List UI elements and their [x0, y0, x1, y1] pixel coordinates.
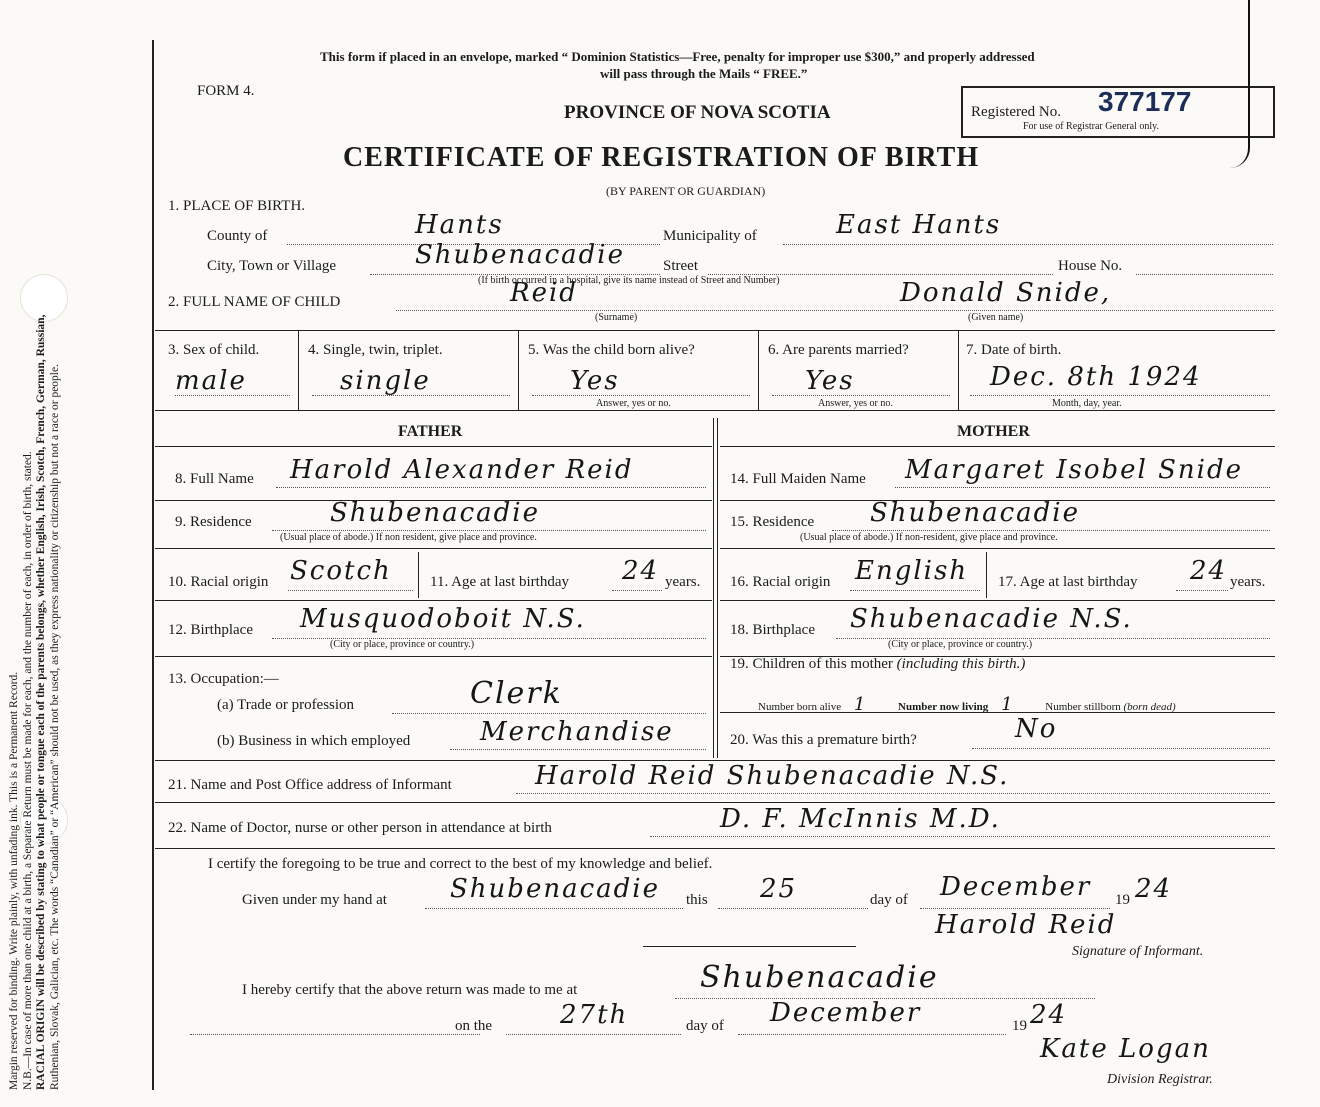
mother-birthplace-label: 18. Birthplace [730, 622, 815, 638]
registrar-pen-mark [1226, 0, 1250, 168]
mother-racial-label: 16. Racial origin [730, 574, 831, 590]
father-age-label: 11. Age at last birthday [430, 574, 569, 590]
informant-label: 21. Name and Post Office address of Informant [168, 777, 452, 793]
given-day-line [718, 908, 868, 909]
mother-name-label: 14. Full Maiden Name [730, 471, 866, 487]
certify-text: I certify the foregoing to be true and correct to the best of my knowledge and belief. [208, 856, 713, 872]
child-name-line [396, 310, 1273, 311]
rule [155, 600, 712, 601]
sex-value: male [175, 366, 247, 396]
return-place-value: Shubenacadie [700, 960, 939, 995]
now-living-value: 1 [1001, 694, 1015, 715]
rule [758, 330, 759, 410]
return-day-line [506, 1034, 681, 1035]
county-value: Hants [415, 210, 504, 240]
mother-residence-line [832, 530, 1270, 531]
married-caption: Answer, yes or no. [818, 398, 893, 409]
return-month-line [738, 1034, 1006, 1035]
registered-number: 377177 [1098, 86, 1192, 117]
rule [518, 330, 519, 410]
rule [155, 446, 712, 447]
rule [720, 600, 1275, 601]
alive-label: 5. Was the child born alive? [528, 342, 695, 358]
return-lead-line [190, 1034, 480, 1035]
mother-residence-value: Shubenacadie [870, 498, 1080, 528]
trade-label: (a) Trade or profession [217, 697, 355, 713]
rule [298, 330, 299, 410]
registered-label: Registered No. [971, 104, 1061, 120]
rule [418, 552, 419, 598]
margin-note-3: RACIAL ORIGIN will be described by stating to what people or tongue each of the parents belongs, whether English, Irish, Scotch, French, German, Russian, [35, 314, 47, 1090]
given-place-value: Shubenacadie [450, 874, 660, 904]
rule [958, 330, 959, 410]
hospital-note: (If birth occurred in a hospital, give its name instead of Street and Number) [478, 275, 780, 286]
stillborn-label: Number stillborn [1045, 701, 1121, 713]
premature-label: 20. Was this a premature birth? [730, 732, 917, 748]
city-value: Shubenacadie [415, 240, 625, 270]
born-alive-value: 1 [853, 694, 868, 715]
father-city-caption: (City or place, province or country.) [330, 639, 475, 650]
mother-name-line [895, 487, 1270, 488]
rule [643, 946, 856, 947]
business-line [450, 749, 706, 750]
father-years: years. [665, 574, 701, 590]
form-number: FORM 4. [197, 83, 255, 99]
father-name-label: 8. Full Name [175, 471, 254, 487]
mother-years: years. [1230, 574, 1266, 590]
married-label: 6. Are parents married? [768, 342, 909, 358]
given-caption: (Given name) [968, 312, 1024, 323]
father-residence-line [272, 530, 706, 531]
house-label: House No. [1058, 258, 1123, 274]
plurality-label: 4. Single, twin, triplet. [308, 342, 443, 358]
mother-age-label: 17. Age at last birthday [998, 574, 1138, 590]
rule [155, 410, 1275, 411]
registrar-note: For use of Registrar General only. [1023, 121, 1159, 132]
municipality-line [783, 244, 1273, 245]
rule [713, 418, 714, 758]
on-the-label: on the [455, 1018, 493, 1034]
rule [155, 656, 712, 657]
given-year-value: 24 [1135, 874, 1173, 904]
children-label-text: 19. Children of this mother [730, 656, 893, 672]
given-year-prefix: 19 [1115, 892, 1130, 908]
informant-sig-caption: Signature of Informant. [1072, 944, 1204, 959]
return-year-prefix: 19 [1012, 1018, 1027, 1034]
trade-line [392, 713, 706, 714]
informant-signature: Harold Reid [935, 910, 1117, 940]
business-value: Merchandise [480, 717, 674, 747]
trade-value: Clerk [470, 676, 563, 711]
rule [155, 848, 1275, 849]
stillborn-note: (born dead) [1123, 701, 1176, 713]
mother-residence-label: 15. Residence [730, 514, 815, 530]
born-alive-label: Number born alive [758, 701, 842, 713]
municipality-label: Municipality of [663, 228, 757, 244]
street-label: Street [663, 258, 698, 274]
father-racial-value: Scotch [290, 556, 392, 586]
place-of-birth-label: 1. PLACE OF BIRTH. [168, 198, 306, 214]
father-age-value: 24 [622, 556, 660, 586]
registrar-signature: Kate Logan [1040, 1034, 1211, 1064]
dob-line [970, 395, 1270, 396]
given-day-of-label: day of [870, 892, 908, 908]
margin-note-2: N.B.—In case of more than one child at a birth, a Separate Return must be made for each, and the number of each, in order of birth, stated. [21, 451, 34, 1090]
rule [986, 552, 987, 598]
alive-value: Yes [570, 366, 620, 396]
premature-line [972, 748, 1270, 749]
rule [720, 548, 1275, 549]
city-label: City, Town or Village [207, 258, 337, 274]
mother-name-value: Margaret Isobel Snide [905, 455, 1244, 485]
return-month-value: December [770, 998, 922, 1028]
father-residence-value: Shubenacadie [330, 498, 540, 528]
dob-value: Dec. 8th 1924 [990, 362, 1202, 392]
surname-caption: (Surname) [595, 312, 638, 323]
plurality-value: single [340, 366, 431, 396]
rule [720, 712, 1275, 713]
father-racial-line [288, 590, 413, 591]
informant-line [516, 793, 1270, 794]
margin-note-1: Margin reserved for binding. Write plainly, with unfading ink. This is a Permanent Record. [8, 671, 20, 1090]
return-year-value: 24 [1030, 1000, 1068, 1030]
margin-rule [152, 40, 154, 1090]
margin-notes [8, 60, 158, 1090]
mother-age-value: 24 [1190, 556, 1228, 586]
father-abode-caption: (Usual place of abode.) If non resident, give place and province. [280, 532, 537, 543]
rule [720, 446, 1275, 447]
doctor-value: D. F. McInnis M.D. [720, 804, 1001, 834]
father-name-value: Harold Alexander Reid [290, 455, 634, 485]
mother-racial-value: English [855, 556, 969, 586]
given-day-value: 25 [760, 874, 798, 904]
child-given-name: Donald Snide, [900, 278, 1112, 308]
doctor-label: 22. Name of Doctor, nurse or other person in attendance at birth [168, 820, 552, 836]
return-day-of-label: day of [686, 1018, 724, 1034]
return-text: I hereby certify that the above return was made to me at [242, 982, 578, 998]
postal-notice-2: will pass through the Mails “ FREE.” [600, 66, 808, 81]
mother-birthplace-value: Shubenacadie N.S. [850, 604, 1133, 634]
margin-note-4: Ruthenian, Slovak, Galician, etc. The words “Canadian” or “American” should not be used, as they express nationality or citizenship but not a race or people. [48, 364, 61, 1090]
sex-label: 3. Sex of child. [168, 342, 260, 358]
mother-city-caption: (City or place, province or country.) [888, 639, 1033, 650]
page-title: CERTIFICATE OF REGISTRATION OF BIRTH [343, 142, 980, 173]
dob-caption: Month, day, year. [1052, 398, 1122, 409]
mother-age-line [1176, 590, 1228, 591]
province-title: PROVINCE OF NOVA SCOTIA [564, 102, 831, 123]
rule [155, 330, 1275, 331]
children-label [730, 656, 1025, 673]
house-line [1136, 274, 1273, 275]
now-living-label: Number now living [898, 701, 989, 713]
return-day-value: 27th [560, 1000, 629, 1030]
given-place-line [425, 908, 683, 909]
father-age-line [612, 590, 662, 591]
postal-notice-1: This form if placed in an envelope, marked “ Dominion Statistics—Free, penalty for improper use $300,” and properly addressed [320, 49, 1035, 64]
father-name-line [276, 487, 706, 488]
child-surname: Reid [510, 278, 578, 308]
rule [155, 548, 712, 549]
municipality-value: East Hants [836, 210, 1002, 240]
father-birthplace-value: Musquodoboit N.S. [300, 604, 586, 634]
mother-racial-line [850, 590, 980, 591]
page-subtitle: (BY PARENT OR GUARDIAN) [606, 184, 766, 198]
county-label: County of [207, 228, 268, 244]
father-birthplace-label: 12. Birthplace [168, 622, 253, 638]
rule [155, 802, 1275, 803]
father-racial-label: 10. Racial origin [168, 574, 269, 590]
mother-heading: MOTHER [957, 423, 1030, 440]
premature-value: No [1015, 714, 1058, 744]
alive-caption: Answer, yes or no. [596, 398, 671, 409]
occupation-label: 13. Occupation:— [168, 671, 279, 687]
informant-value: Harold Reid Shubenacadie N.S. [535, 761, 1010, 791]
given-month-line [920, 908, 1110, 909]
child-name-label: 2. FULL NAME OF CHILD [168, 294, 341, 310]
given-month-value: December [940, 872, 1092, 902]
father-residence-label: 9. Residence [175, 514, 252, 530]
married-line [772, 395, 950, 396]
registrar-caption: Division Registrar. [1107, 1072, 1213, 1087]
mother-abode-caption: (Usual place of abode.) If non-resident, give place and province. [800, 532, 1058, 543]
rule [717, 418, 718, 758]
father-heading: FATHER [398, 423, 463, 440]
children-label-note: (including this birth.) [896, 656, 1026, 672]
dob-label: 7. Date of birth. [966, 342, 1062, 358]
this-label: this [686, 892, 708, 908]
doctor-line [650, 836, 1270, 837]
business-label: (b) Business in which employed [217, 733, 411, 749]
given-label: Given under my hand at [242, 892, 387, 908]
alive-line [532, 395, 750, 396]
married-value: Yes [805, 366, 855, 396]
